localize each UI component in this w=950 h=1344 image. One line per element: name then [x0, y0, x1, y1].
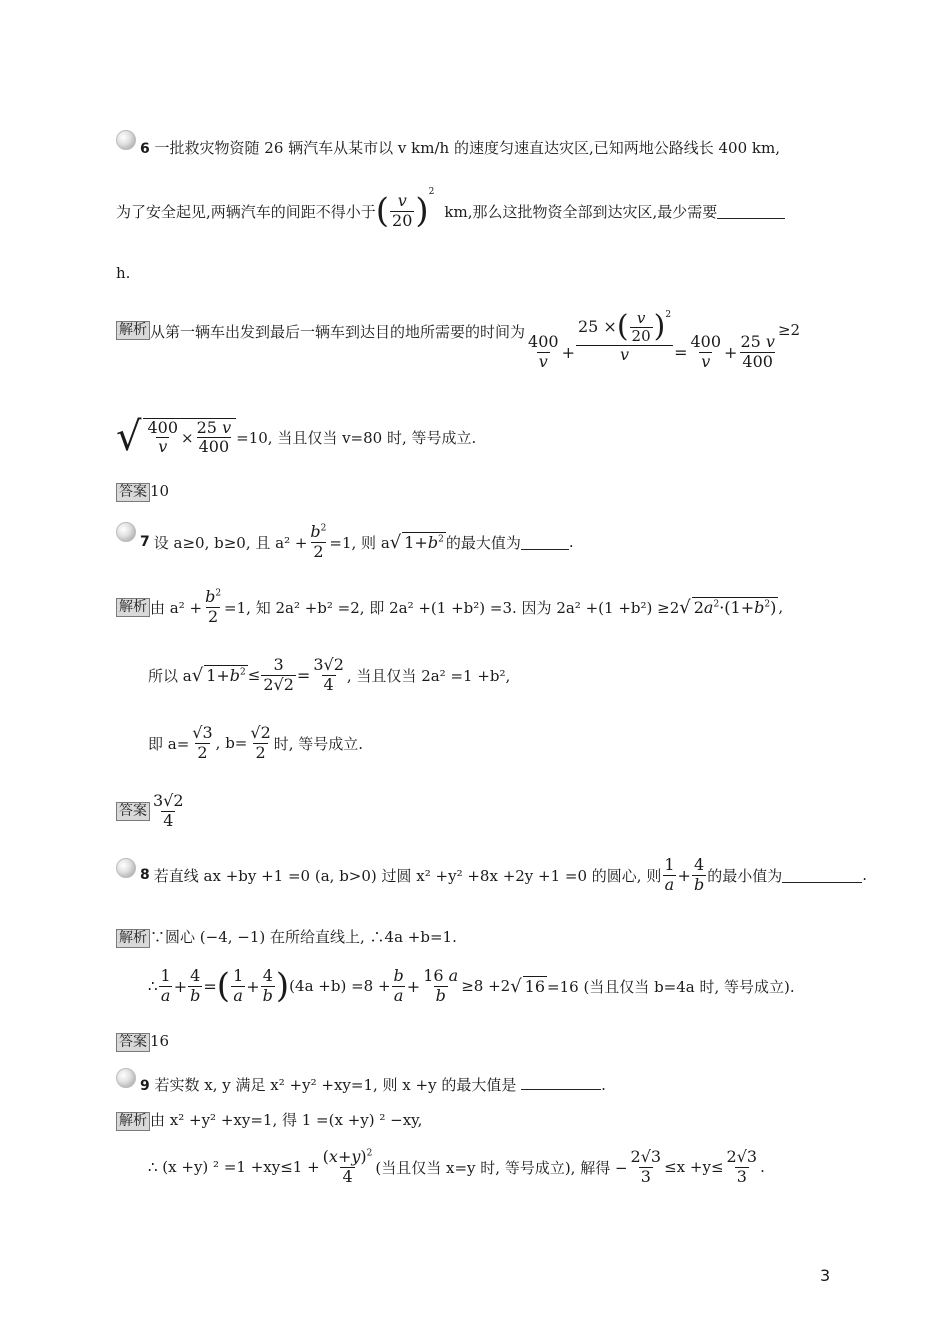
analysis-text: =1, 知 2a² +b² =2, 即 2a² +(1 +b²) =3. 因为 2a² +(1 +b²) ≥2	[224, 598, 680, 617]
answer-tag: 答案	[116, 802, 150, 821]
answer-blank	[717, 204, 785, 219]
fraction: $\frac{400}{v}$	[690, 332, 722, 371]
q7-text: 设 a≥0, b≥0, 且 a² +	[153, 533, 308, 552]
analysis-tag: 解析	[116, 321, 150, 340]
analysis-text: ≤x +y≤	[664, 1158, 724, 1176]
fraction: $\frac{b^2}{2}$	[205, 587, 222, 626]
radicand: $1+b^2$	[206, 666, 246, 685]
fraction: $\frac{3√2}{4}$	[153, 791, 184, 830]
fraction: $\frac{1}{a}$	[664, 855, 675, 894]
q7-answer	[116, 786, 187, 836]
q8-analysis-line2: ∴ $\frac{1}{a}$ + $\frac{4}{b}$ = ( $\frac{1}{a}$ + $\frac{4}{b}$ ) (4a +b) =8 + $\frac{b}{a}$ + $\frac{16 a}{b}$ ≥8 +2 √ 16 =16 (当且仅当 b=4a 时, 等号成立).	[148, 966, 795, 1006]
analysis-text: =16 (当且仅当 b=4a 时, 等号成立).	[547, 977, 795, 996]
fraction: $\frac{1}{a}$	[233, 966, 244, 1005]
fraction: $\frac{√2}{2}$	[250, 723, 271, 762]
fraction: $\frac{3}{2√2}$	[263, 655, 294, 694]
fraction: $\frac{2√3}{3}$	[630, 1147, 662, 1186]
fraction: $\frac{√3}{2}$	[192, 723, 213, 762]
analysis-text: ∵圆心 (−4, −1) 在所给直线上, ∴4a +b=1.	[150, 928, 457, 946]
q9-stem: 9 若实数 x, y 满足 x² +y² +xy=1, 则 x +y 的最大值是 .	[140, 1076, 606, 1094]
analysis-text: (4a +b) =8 +	[289, 977, 391, 995]
q6-text: 为了安全起见,两辆汽车的间距不得小于	[116, 202, 376, 221]
fraction: $\frac{(x+y)^2}{4}$	[322, 1147, 373, 1186]
fraction: $\frac{b^2}{2}$	[310, 522, 327, 561]
radicand: $\frac{400}{v}$ × $\frac{25 v}{400}$	[143, 418, 237, 457]
bullet-icon	[116, 130, 136, 150]
analysis-text: ≥8 +2	[461, 977, 511, 995]
answer-tag: 答案	[116, 483, 150, 502]
q9-analysis-line1	[116, 1109, 422, 1131]
radical: √	[679, 596, 691, 618]
analysis-text: =10, 当且仅当 v=80 时, 等号成立.	[236, 428, 477, 447]
geq-two: ≥2	[777, 321, 801, 339]
q7-text: 的最大值为	[445, 533, 521, 552]
answer-blank	[782, 868, 862, 883]
paren: (	[375, 191, 390, 231]
q6-analysis-line2	[116, 412, 476, 462]
question-number: 8	[140, 867, 150, 883]
question-number: 6	[140, 141, 150, 157]
fraction: $\frac{16 a}{b}$	[423, 966, 459, 1005]
fraction: $\frac{4}{b}$	[693, 855, 705, 894]
q6-stem-line1	[140, 137, 780, 158]
q8-analysis-line1	[116, 926, 457, 948]
fraction: $\frac{4}{b}$	[262, 966, 273, 1005]
exponent: 2	[428, 187, 435, 197]
q8-text: 若直线 ax +by +1 =0 (a, b>0) 过圆 x² +y² +8x +2y +1 =0 的圆心, 则	[153, 866, 662, 885]
radicand: $2a^2\cdot(1+b^2)$	[693, 598, 777, 617]
analysis-text: 从第一辆车出发到最后一辆车到达目的地所需要的时间为	[150, 323, 526, 341]
analysis-text: .	[760, 1158, 765, 1176]
analysis-text: 即 a=	[148, 734, 190, 753]
answer-value: 10	[150, 482, 170, 500]
fraction: $\frac{4}{b}$	[190, 966, 201, 1005]
q6-analysis-line1	[116, 295, 800, 379]
analysis-text: 所以 a	[148, 666, 192, 685]
q9-analysis-line2	[148, 1142, 765, 1192]
paren: )	[415, 191, 429, 231]
analysis-text: , 当且仅当 2a² =1 +b²,	[346, 666, 511, 685]
q6-stem-line3: h.	[116, 264, 131, 282]
analysis-tag: 解析	[116, 1112, 150, 1131]
analysis-text: (当且仅当 x=y 时, 等号成立), 解得 −	[375, 1158, 628, 1177]
fraction: $\frac{v}{20}$	[392, 191, 413, 230]
q8-text: 的最小值为	[707, 866, 783, 885]
plus: +	[724, 342, 738, 362]
q6-text: 一批救灾物资随 26 辆汽车从某市以 v km/h 的速度匀速直达灾区,已知两地公路线长 400 km,	[154, 139, 780, 157]
plus: +	[561, 342, 575, 362]
radical: √	[510, 975, 522, 997]
radicand: $1+b^2$	[404, 533, 444, 552]
q6-text: km,那么这批物资全部到达灾区,最少需要	[444, 202, 718, 221]
analysis-text: 由 x² +y² +xy=1, 得 1 =(x +y) ² −xy,	[150, 1111, 423, 1129]
answer-blank	[521, 535, 569, 550]
q7-analysis-line1: 解析 由 a² + $\frac{b^2}{2}$ =1, 知 2a² +b² =2, 即 2a² +(1 +b²) =3. 因为 2a² +(1 +b²) ≥2 √ $2a^2\cdot(1+b^2)$ ,	[116, 582, 783, 632]
q8-answer	[116, 1032, 169, 1052]
answer-value: 16	[150, 1032, 170, 1050]
q9-text: 若实数 x, y 满足 x² +y² +xy=1, 则 x +y 的最大值是	[154, 1076, 517, 1094]
analysis-text: ∴ (x +y) ² =1 +xy≤1 +	[148, 1158, 320, 1176]
answer-blank	[521, 1075, 601, 1090]
fraction: $\frac{1}{a}$	[160, 966, 171, 1005]
q7-text: =1, 则 a	[329, 533, 390, 552]
fraction: $\frac{3√2}{4}$	[313, 655, 344, 694]
q7-stem: 7 设 a≥0, b≥0, 且 a² + $\frac{b^2}{2}$ =1, 则 a √ $1+b^2$ 的最大值为 .	[140, 522, 574, 561]
radical: √	[191, 664, 204, 686]
bullet-icon	[116, 858, 136, 878]
analysis-text: 由 a² +	[150, 598, 203, 617]
q7-analysis-line2: 所以 a √ $1+b^2$ ≤ $\frac{3}{2√2}$ = $\frac{3√2}{4}$ , 当且仅当 2a² =1 +b²,	[148, 655, 511, 694]
bullet-icon	[116, 1068, 136, 1088]
q6-answer	[116, 482, 169, 502]
answer-tag: 答案	[116, 1033, 150, 1052]
fraction: $\frac{b}{a}$	[393, 966, 404, 1005]
equals: =	[674, 342, 688, 362]
q7-analysis-line3	[148, 718, 363, 768]
fraction: 25 × ( $\frac{v}{20}$ ) $^2$ v	[577, 308, 672, 365]
fraction: $\frac{400}{v}$	[528, 332, 559, 371]
analysis-text: 时, 等号成立.	[273, 734, 364, 753]
fraction: $\frac{25 v}{400}$	[740, 332, 775, 371]
question-number: 9	[140, 1078, 150, 1094]
question-number: 7	[140, 534, 150, 550]
q8-stem: 8 若直线 ax +by +1 =0 (a, b>0) 过圆 x² +y² +8x +2y +1 =0 的圆心, 则 $\frac{1}{a}$ + $\frac{4}{b}$ 的最小值为 .	[140, 855, 867, 894]
radical: √	[389, 531, 402, 553]
analysis-text: , b=	[215, 734, 248, 752]
radical: √	[116, 414, 142, 460]
analysis-tag: 解析	[116, 929, 150, 948]
bullet-icon	[116, 522, 136, 542]
page-number: 3	[820, 1266, 831, 1285]
fraction: $\frac{2√3}{3}$	[726, 1147, 758, 1186]
analysis-tag: 解析	[116, 598, 150, 617]
radicand: 16	[524, 977, 546, 996]
q6-stem-line2	[116, 183, 785, 239]
